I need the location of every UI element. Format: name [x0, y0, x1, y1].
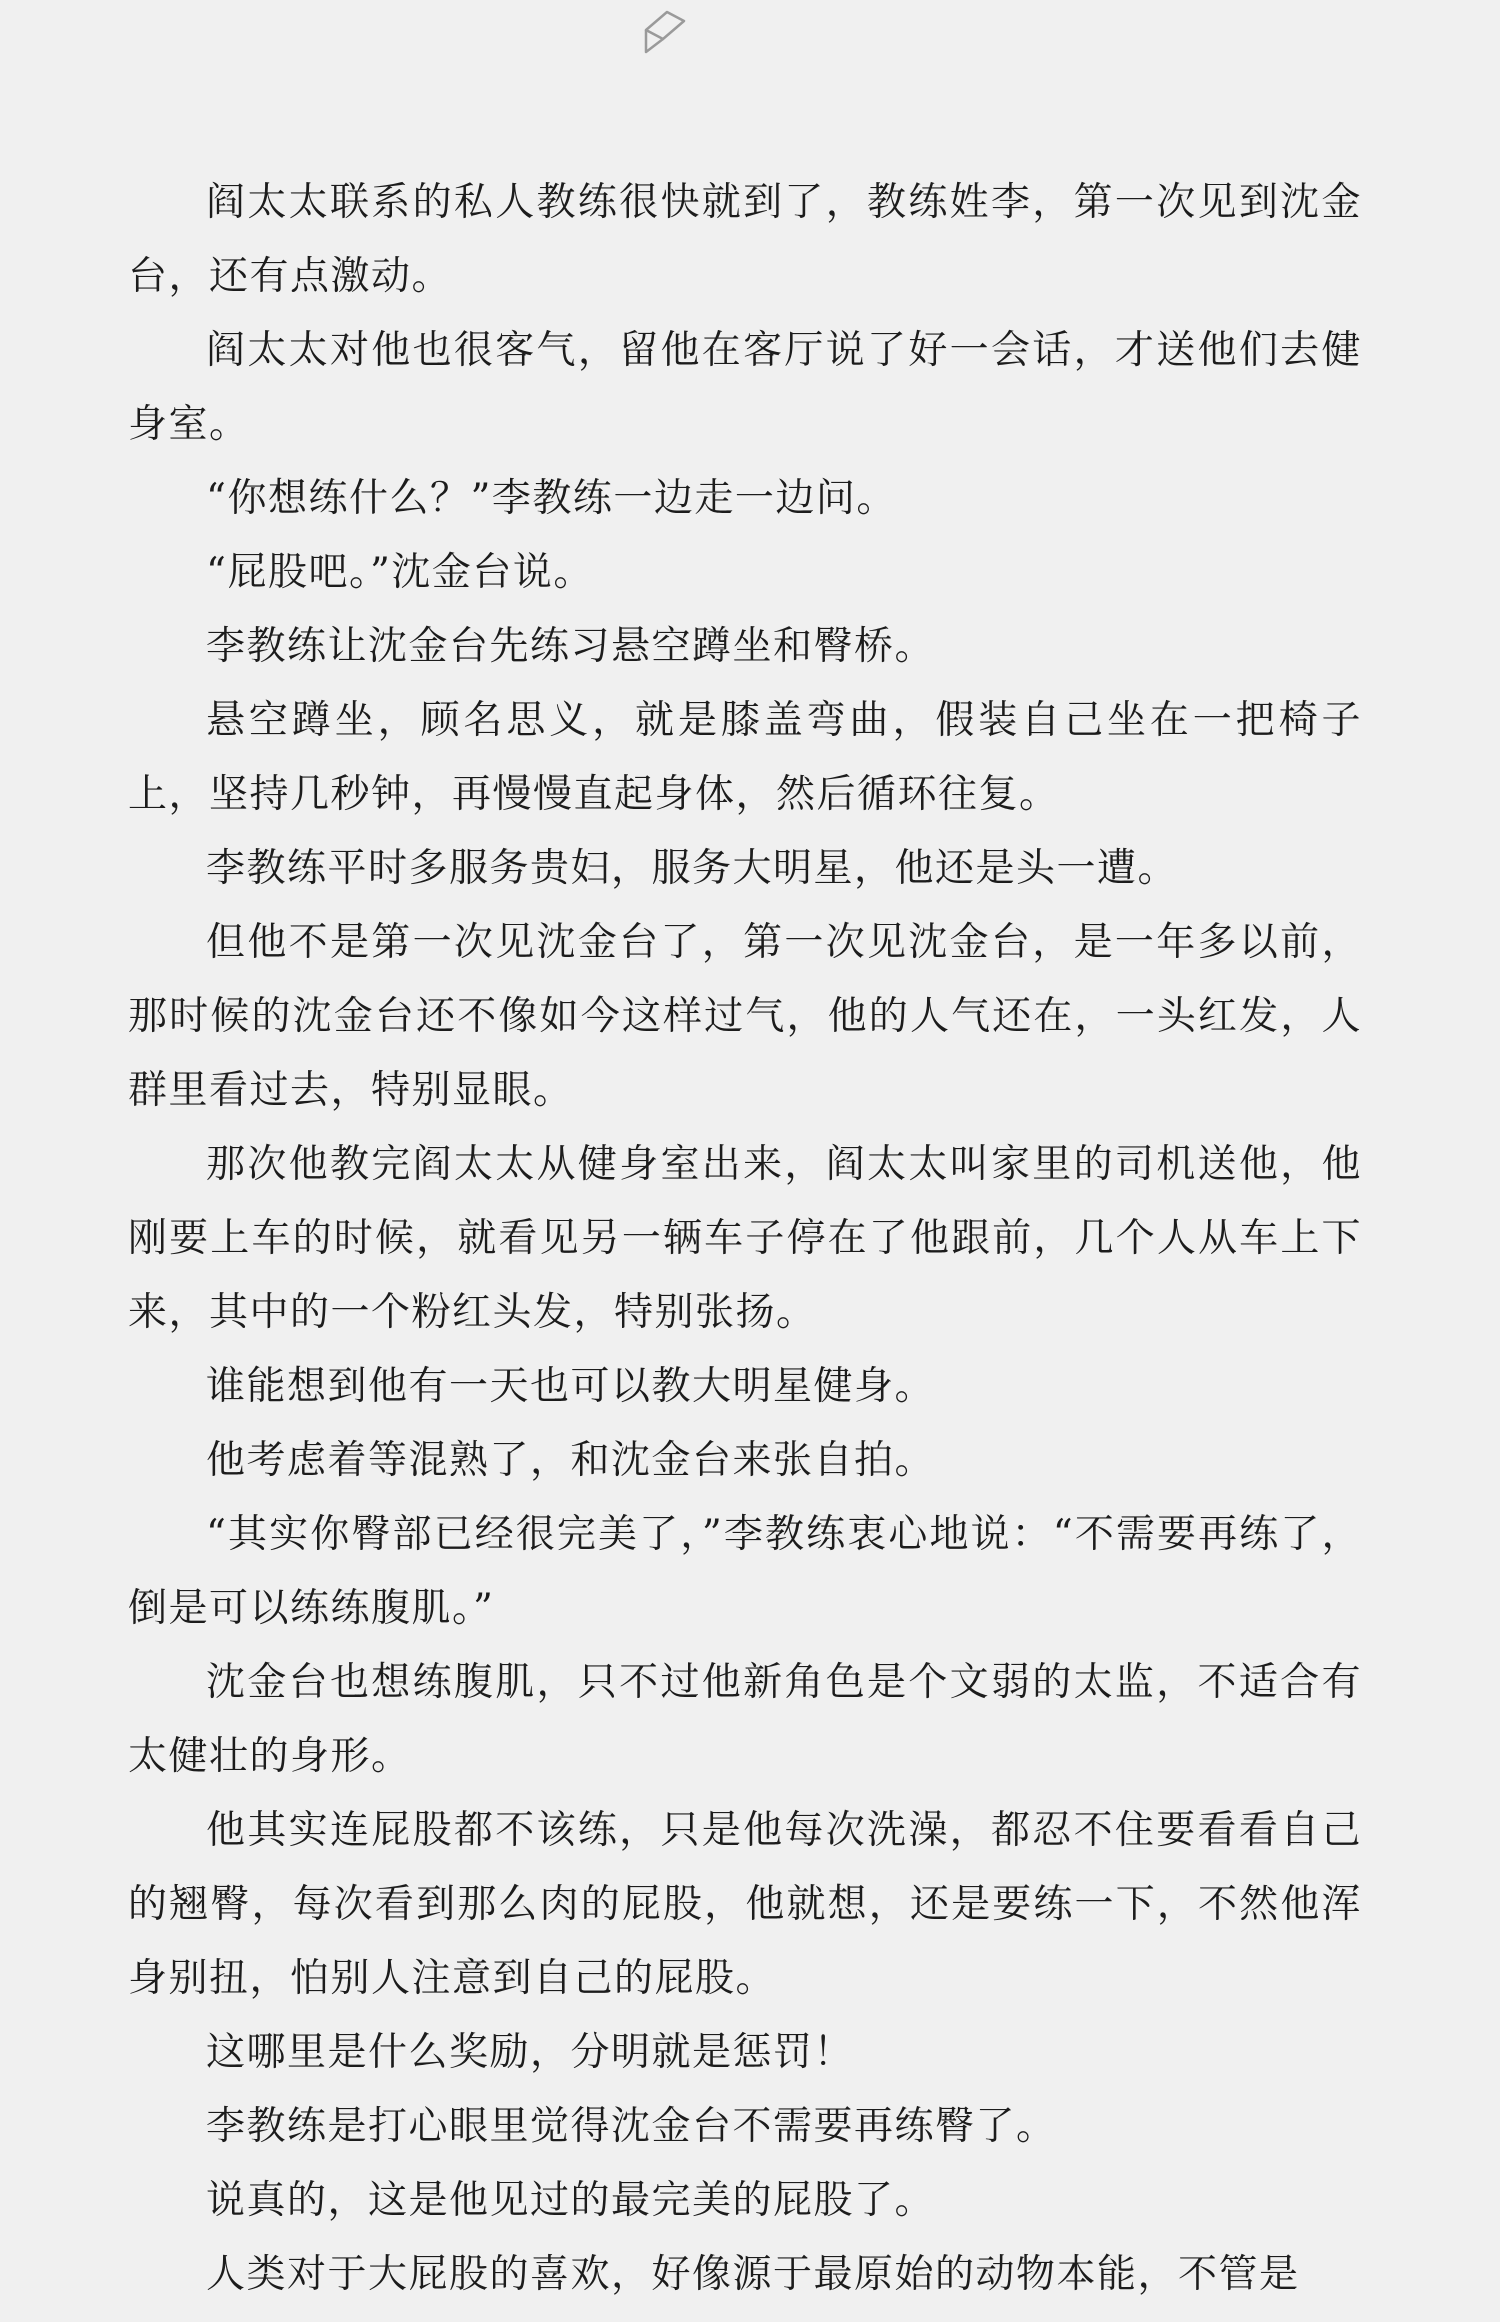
- paragraph: 这哪里是什么奖励，分明就是惩罚！: [206, 2030, 855, 2075]
- paragraph: “屁股吧。”沈金台说。: [206, 550, 594, 595]
- paragraph: 人类对于大屁股的喜欢，好像源于最原始的动物本能，不管是: [206, 2252, 1300, 2297]
- paragraph: 那次他教完阎太太从健身室出来，阎太太叫家里的司机送他，他刚要上车的时候，就看见另一辆车子停在了他跟前，几个人从车上下来，其中的一个粉红头发，特别张扬。: [128, 1142, 1362, 1335]
- paragraph: 但他不是第一次见沈金台了，第一次见沈金台，是一年多以前，那时候的沈金台还不像如今这样过气，他的人气还在，一头红发，人群里看过去，特别显眼。: [128, 920, 1362, 1113]
- paragraph: 谁能想到他有一天也可以教大明星健身。: [206, 1364, 936, 1409]
- reader-content: [128, 166, 1362, 2312]
- paragraph: 他其实连屁股都不该练，只是他每次洗澡，都忍不住要看看自己的翘臀，每次看到那么肉的屁股，他就想，还是要练一下，不然他浑身别扭，怕别人注意到自己的屁股。: [128, 1808, 1362, 2001]
- paragraph: 说真的，这是他见过的最完美的屁股了。: [206, 2178, 936, 2223]
- paragraph: 他考虑着等混熟了，和沈金台来张自拍。: [206, 1438, 936, 1483]
- paragraph: 李教练让沈金台先练习悬空蹲坐和臀桥。: [206, 624, 936, 669]
- paragraph: “其实你臀部已经很完美了，”李教练衷心地说：“不需要再练了，倒是可以练练腹肌。”: [128, 1512, 1362, 1631]
- paragraph: 悬空蹲坐，顾名思义，就是膝盖弯曲，假装自己坐在一把椅子上，坚持几秒钟，再慢慢直起身体，然后循环往复。: [128, 698, 1362, 817]
- paragraph: 李教练是打心眼里觉得沈金台不需要再练臀了。: [206, 2104, 1057, 2149]
- paragraph: 阎太太对他也很客气，留他在客厅说了好一会话，才送他们去健身室。: [128, 328, 1362, 447]
- reader-top-bar: [0, 0, 1500, 90]
- paragraph: 沈金台也想练腹肌，只不过他新角色是个文弱的太监，不适合有太健壮的身形。: [128, 1660, 1362, 1779]
- bookmark-icon[interactable]: [640, 8, 690, 58]
- paragraph: 李教练平时多服务贵妇，服务大明星，他还是头一遭。: [206, 846, 1179, 891]
- paragraph: “你想练什么？”李教练一边走一边问。: [206, 476, 897, 521]
- paragraph: 阎太太联系的私人教练很快就到了，教练姓李，第一次见到沈金台，还有点激动。: [128, 180, 1362, 299]
